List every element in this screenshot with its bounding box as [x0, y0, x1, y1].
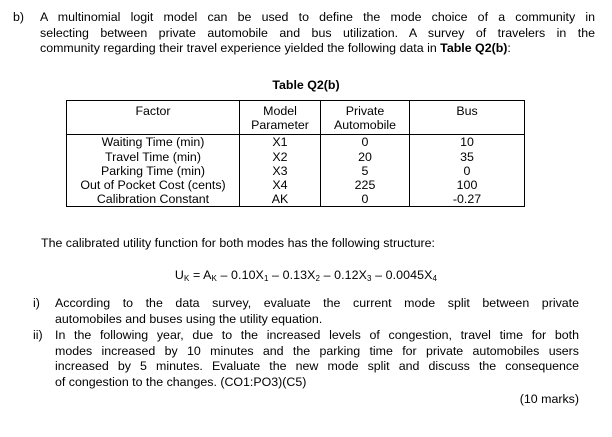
sub-question-line: automobiles and buses using the utility equation.: [55, 311, 323, 326]
intro-colon: :: [507, 41, 511, 55]
header-model-parameter: [240, 101, 321, 135]
cell-bus: 35: [410, 150, 525, 164]
eq-sub-4: 4: [432, 274, 438, 283]
eq-term-4: – 0.0045X: [371, 268, 433, 282]
question-label: b): [13, 10, 25, 24]
intro-line: selecting between private automobile and bus utilization. A survey of travelers in the: [40, 25, 595, 40]
sub-question-line: In the following year, due to the increased levels of congestion, travel time for both: [55, 328, 579, 342]
table-row: [67, 192, 525, 207]
intro-line: A multinomial logit model can be used to define the mode choice of a community in: [40, 10, 595, 24]
table-caption: Table Q2(b): [272, 78, 340, 92]
header-model-line1: Model: [263, 104, 297, 118]
table-header-row: [67, 101, 525, 135]
cell-param: X1: [240, 135, 321, 150]
cell-private: 225: [321, 178, 410, 192]
sub-question-line: According to the data survey, evaluate the current mode split between private: [55, 296, 579, 310]
table-row: [67, 178, 525, 192]
sub-question-number: i): [33, 296, 40, 310]
header-private-automobile: [321, 101, 410, 135]
header-bus: [410, 101, 525, 135]
eq-lhs-sub: K: [183, 274, 190, 283]
eq-term-2: – 0.13X: [268, 268, 316, 282]
cell-factor: Travel Time (min): [67, 150, 240, 164]
sub-question-body: [55, 296, 579, 327]
cell-param: AK: [240, 192, 321, 207]
header-factor: [67, 101, 240, 135]
cell-factor: Out of Pocket Cost (cents): [67, 178, 240, 192]
cell-bus: 10: [410, 135, 525, 150]
survey-table: [66, 100, 525, 207]
sub-question-number: ii): [33, 328, 43, 342]
header-bus-label: Bus: [456, 104, 478, 118]
cell-private: 0: [321, 192, 410, 207]
cell-bus: 0: [410, 164, 525, 178]
eq-a-sub: K: [211, 274, 217, 283]
eq-sub-2: 2: [315, 274, 321, 283]
table-row: [67, 164, 525, 178]
cell-private: 20: [321, 150, 410, 164]
header-model-line2: Parameter: [251, 118, 309, 133]
cell-factor: Parking Time (min): [67, 164, 240, 178]
eq-sub-3: 3: [367, 274, 372, 283]
eq-equals: = A: [189, 268, 212, 282]
eq-term-1: – 0.10X: [216, 268, 264, 282]
utility-equation: [0, 268, 612, 283]
cell-private: 0: [321, 135, 410, 150]
intro-line-text: community regarding their travel experience yielded the following data in: [40, 41, 441, 55]
table-row: [67, 135, 525, 150]
eq-sub-1: 1: [263, 274, 269, 283]
header-private-line1: Private: [345, 104, 385, 118]
cell-param: X4: [240, 178, 321, 192]
sub-question-body: [55, 328, 579, 390]
structure-text: The calibrated utility function for both modes has the following structure:: [41, 236, 435, 250]
header-factor-label: Factor: [135, 104, 171, 118]
cell-factor: Calibration Constant: [67, 192, 240, 207]
cell-private: 5: [321, 164, 410, 178]
sub-question-line: modes increased by 10 minutes and the parking time for private automobiles users: [55, 343, 579, 358]
header-private-line2: Automobile: [334, 118, 396, 133]
cell-bus: 100: [410, 178, 525, 192]
intro-line: [40, 41, 595, 57]
table-row: [67, 150, 525, 164]
sub-question-line: of congestion to the changes. (CO1:PO3)(C5): [55, 374, 307, 389]
marks-label: (10 marks): [519, 392, 579, 406]
sub-question-line: increased by 5 minutes. Evaluate the new mode split and discuss the consequence: [55, 359, 579, 373]
eq-lhs: U: [174, 268, 184, 282]
cell-param: X3: [240, 164, 321, 178]
question-intro: [40, 10, 595, 57]
table-reference: Table Q2(b): [440, 41, 508, 55]
eq-term-3: – 0.12X: [320, 268, 367, 282]
cell-bus: -0.27: [410, 192, 525, 207]
cell-factor: Waiting Time (min): [67, 135, 240, 150]
cell-param: X2: [240, 150, 321, 164]
